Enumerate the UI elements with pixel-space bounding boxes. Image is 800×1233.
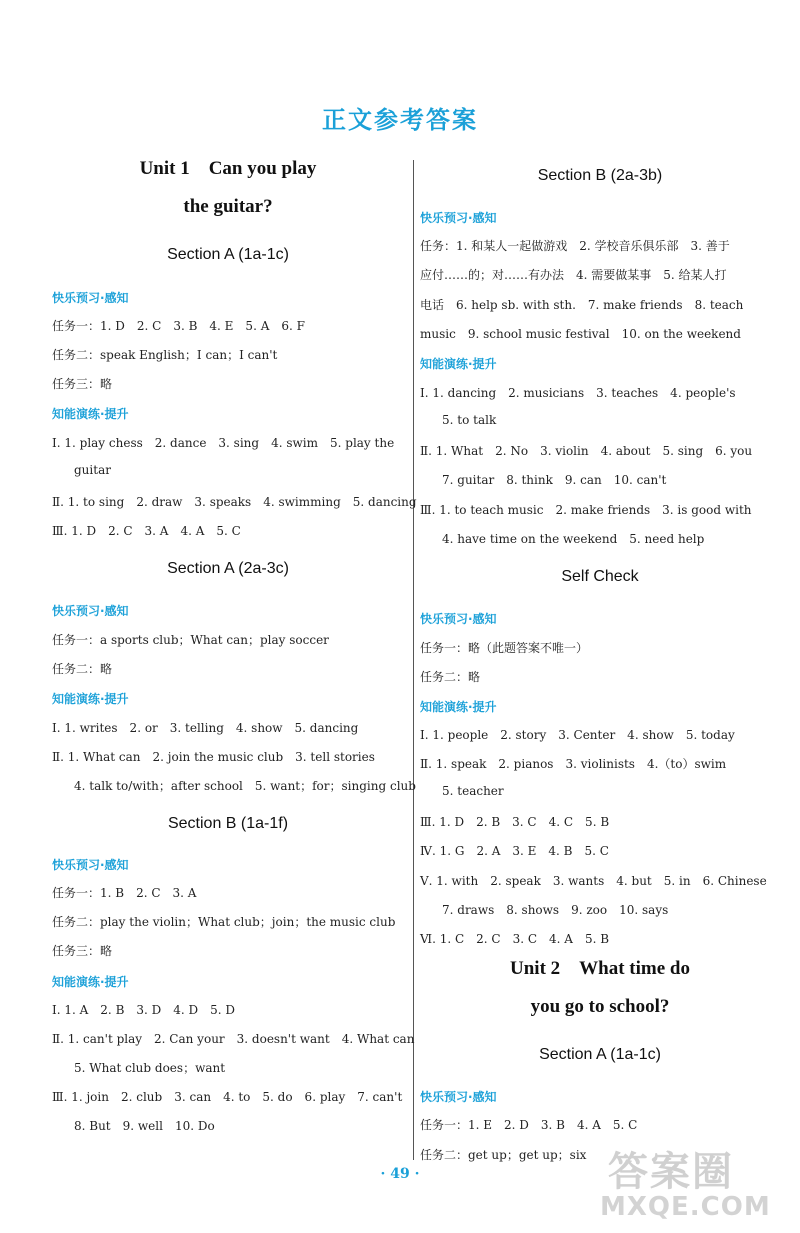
answer-line: Ⅵ. 1. C 2. C 3. C 4. A 5. B (420, 932, 610, 946)
answer-line: 4. have time on the weekend 5. need help (442, 532, 705, 546)
answer-line: 任务一：1. B 2. C 3. A (52, 886, 197, 900)
answer-line: Ⅲ. 1. D 2. C 3. A 4. A 5. C (52, 524, 241, 538)
section-heading: Section B (2a-3b) (537, 167, 663, 184)
section-heading: Section A (1a-1c) (167, 246, 289, 263)
section-tag: 知能演练·提升 (420, 700, 497, 714)
answer-line: Ⅰ. 1. writes 2. or 3. telling 4. show 5. dancing (52, 721, 359, 735)
answer-line: 任务二：略 (52, 662, 113, 676)
answer-line: 电话 6. help sb. with sth. 7. make friends 8. teach (420, 298, 744, 312)
answer-line: 任务一：1. E 2. D 3. B 4. A 5. C (420, 1118, 638, 1132)
section-tag: 知能演练·提升 (52, 975, 129, 989)
answer-line: 7. draws 8. shows 9. zoo 10. says (442, 903, 669, 917)
answer-line: 4. talk to/with；after school 5. want；for；singing club (74, 779, 416, 793)
answer-line: Ⅰ. 1. people 2. story 3. Center 4. show 5. today (420, 728, 735, 742)
answer-line: Ⅱ. 1. can't play 2. Can your 3. doesn't want 4. What can (52, 1032, 415, 1046)
answer-line: 8. But 9. well 10. Do (74, 1119, 215, 1133)
answer-line: Ⅲ. 1. join 2. club 3. can 4. to 5. do 6. play 7. can't (52, 1090, 403, 1104)
answer-line: 任务二：略 (420, 670, 481, 684)
answer-line: Ⅱ. 1. to sing 2. draw 3. speaks 4. swimming 5. dancing (52, 495, 417, 509)
answer-line: music 9. school music festival 10. on the weekend (420, 327, 741, 341)
answer-line: Ⅰ. 1. dancing 2. musicians 3. teaches 4. people's (420, 386, 736, 400)
answer-line: 任务二：play the violin；What club；join；the music club (52, 915, 396, 929)
section-tag: 快乐预习·感知 (420, 211, 497, 225)
answer-line: 7. guitar 8. think 9. can 10. can't (442, 473, 667, 487)
section-heading: Section B (1a-1f) (167, 815, 289, 832)
watermark-logo (600, 1140, 795, 1225)
page-number: · 49 · (380, 1166, 420, 1182)
answer-line: 任务二：speak English；I can；I can't (52, 348, 278, 362)
answer-line: Ⅰ. 1. play chess 2. dance 3. sing 4. swim 5. play the (52, 436, 395, 450)
section-tag: 快乐预习·感知 (52, 858, 129, 872)
section-tag: 知能演练·提升 (420, 357, 497, 371)
section-tag: 知能演练·提升 (52, 407, 129, 421)
answer-line: 应付……的；对……有办法 4. 需要做某事 5. 给某人打 (420, 268, 727, 282)
unit-title-line: the guitar? (183, 196, 273, 217)
section-tag: 快乐预习·感知 (52, 604, 129, 618)
watermark-text-bottom: MXQE.COM (600, 1192, 771, 1222)
answer-line: 5. What club does；want (74, 1061, 226, 1075)
answer-line: 任务三：略 (52, 377, 113, 391)
section-heading: Section A (2a-3c) (167, 560, 289, 577)
answer-line: 任务三：略 (52, 944, 113, 958)
unit-title-line: Unit 1 Can you play (139, 158, 317, 179)
watermark-text-top: 答案圈 (608, 1149, 734, 1195)
answer-line: 5. teacher (442, 784, 504, 798)
section-tag: 快乐预习·感知 (52, 291, 129, 305)
page-title: 正文参考答案 (322, 105, 478, 134)
section-tag: 快乐预习·感知 (420, 612, 497, 626)
section-heading: Section A (1a-1c) (539, 1046, 661, 1063)
answer-line: 任务：1. 和某人一起做游戏 2. 学校音乐俱乐部 3. 善于 (420, 239, 730, 253)
section-tag: 知能演练·提升 (52, 692, 129, 706)
section-heading: Self Check (561, 568, 639, 585)
answer-line: 5. to talk (442, 413, 497, 427)
answer-line: Ⅱ. 1. speak 2. pianos 3. violinists 4.（to）swim (420, 757, 727, 771)
answer-line: 任务一：1. D 2. C 3. B 4. E 5. A 6. F (52, 319, 305, 333)
unit-title-line: Unit 2 What time do (510, 958, 690, 979)
answer-line: guitar (74, 463, 111, 477)
answer-line: Ⅰ. 1. A 2. B 3. D 4. D 5. D (52, 1003, 236, 1017)
section-tag: 快乐预习·感知 (420, 1090, 497, 1104)
answer-line: Ⅲ. 1. to teach music 2. make friends 3. is good with (420, 503, 752, 517)
answer-line: 任务一：a sports club；What can；play soccer (52, 633, 329, 647)
unit-title-line: you go to school? (530, 996, 670, 1017)
answer-line: 任务二：get up；get up；six (420, 1148, 587, 1162)
column-divider (413, 160, 414, 1160)
answer-line: Ⅱ. 1. What can 2. join the music club 3. tell stories (52, 750, 375, 764)
answer-line: 任务一：略（此题答案不唯一） (420, 641, 589, 655)
answer-line: Ⅴ. 1. with 2. speak 3. wants 4. but 5. in 6. Chinese (420, 874, 767, 888)
answer-line: Ⅲ. 1. D 2. B 3. C 4. C 5. B (420, 815, 610, 829)
answer-line: Ⅳ. 1. G 2. A 3. E 4. B 5. C (420, 844, 609, 858)
answer-line: Ⅱ. 1. What 2. No 3. violin 4. about 5. sing 6. you (420, 444, 753, 458)
